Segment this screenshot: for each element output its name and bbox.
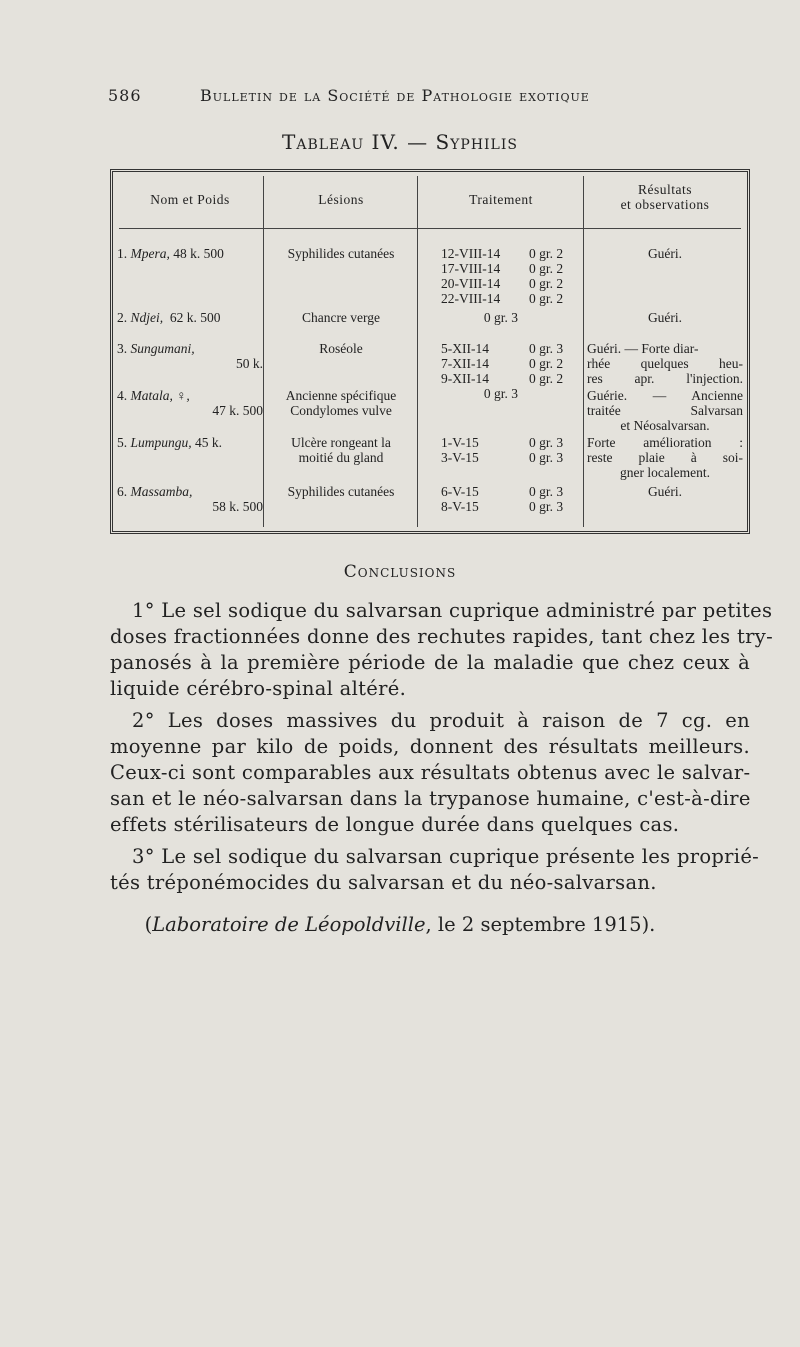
lesion-text: Chancre verge [301, 310, 381, 325]
result-text: Guéri. [647, 484, 683, 499]
column-header-lesions: Lésions [318, 192, 364, 207]
patient-number: 5. [117, 435, 128, 450]
text-line: moyenne par kilo de poids, donnent des résultats meilleurs. [110, 735, 750, 758]
patient-number: 2. [117, 310, 128, 325]
result-text: Guéri. [647, 246, 683, 261]
lesion-cell [265, 388, 417, 418]
patient-number: 6. [117, 484, 128, 499]
treatment-cell [419, 435, 583, 465]
patient-name: Lumpungu, [130, 435, 192, 450]
syphilis-table [110, 169, 750, 534]
treatment-cell [419, 246, 583, 306]
treatment-date: 22-VIII-14 [441, 291, 501, 306]
column-header-treatment: Traitement [469, 192, 533, 207]
header-separator [119, 228, 741, 229]
conclusion-paragraph-2 [110, 708, 750, 838]
result-text: rhée quelques heu- [587, 356, 743, 371]
treatment-line [419, 450, 583, 465]
treatment-date: 3-V-15 [441, 450, 479, 465]
patient-name-line [117, 435, 263, 450]
patient-weight: 47 k. 500 [212, 403, 263, 418]
patient-number: 4. [117, 388, 128, 403]
lesion-text: Roséole [319, 341, 363, 356]
treatment-dose: 0 gr. 2 [529, 291, 564, 306]
text-line: effets stérilisateurs de longue durée dans quelques cas. [110, 813, 680, 836]
patient-cell [117, 341, 263, 371]
patient-weight: 45 k. [195, 435, 223, 450]
patient-number: 1. [117, 246, 128, 261]
column-header-results [585, 182, 745, 212]
treatment-dose: 0 gr. 2 [529, 261, 564, 276]
lesion-text: Syphilides cutanées [287, 484, 395, 499]
patient-weight: 48 k. 500 [173, 246, 224, 261]
treatment-dose: 0 gr. 3 [529, 341, 564, 356]
patient-cell [117, 246, 263, 261]
result-text: Guéri. [647, 310, 683, 325]
treatment-dose: 0 gr. 3 [529, 484, 564, 499]
patient-weight: 58 k. 500 [212, 499, 263, 514]
treatment-total: 0 gr. 3 [483, 310, 519, 325]
treatment-line [419, 484, 583, 499]
column-header-results-line2: et observations [620, 197, 710, 212]
treatment-date: 9-XII-14 [441, 371, 489, 386]
result-cell [585, 484, 745, 499]
text-line: 1° Le sel sodique du salvarsan cuprique administré par petites [132, 599, 773, 622]
running-head [108, 86, 668, 105]
lesion-cell [265, 341, 417, 356]
result-cell [585, 435, 745, 480]
lesion-text: Ulcère rongeant la [291, 435, 391, 450]
treatment-dose: 0 gr. 2 [529, 276, 564, 291]
patient-name-line [117, 310, 263, 325]
treatment-line [419, 356, 583, 371]
treatment-dose: 0 gr. 3 [529, 435, 564, 450]
patient-name: Sungumani, [130, 341, 195, 356]
journal-title: Bulletin de la Société de Pathologie exotique [200, 86, 590, 105]
signature-date: , le 2 septembre 1915 [425, 913, 642, 936]
text-line: doses fractionnées donne des rechutes rapides, tant chez les try- [110, 625, 773, 648]
text-line: Ceux-ci sont comparables aux résultats obtenus avec le salvar- [110, 761, 751, 784]
patient-name-line [117, 484, 263, 499]
lesion-text: moitié du gland [298, 450, 384, 465]
text-line: panosés à la première période de la maladie que chez ceux à [110, 651, 750, 674]
lesion-cell [265, 246, 417, 261]
result-text: Guéri. — Forte diar- [587, 341, 699, 356]
result-cell [585, 246, 745, 261]
result-cell [585, 388, 745, 433]
treatment-line [419, 291, 583, 306]
patient-name: Ndjei, [130, 310, 164, 325]
column-header-results-line1: Résultats [638, 182, 692, 197]
treatment-line [419, 371, 583, 386]
treatment-date: 8-V-15 [441, 499, 479, 514]
treatment-date: 12-VIII-14 [441, 246, 501, 261]
treatment-dose: 0 gr. 2 [529, 356, 564, 371]
patient-name: Mpera, [130, 246, 170, 261]
text-line: san et le néo-salvarsan dans la trypanose humaine, c'est-à-dire [110, 787, 751, 810]
treatment-dose: 0 gr. 3 [529, 499, 564, 514]
patient-cell [117, 388, 263, 418]
treatment-line [419, 246, 583, 261]
table-header [113, 172, 747, 228]
treatment-line [419, 499, 583, 514]
treatment-cell [419, 341, 583, 401]
conclusion-paragraph-3 [110, 844, 760, 896]
patient-name: Massamba, [130, 484, 193, 499]
laboratory-name: Laboratoire de Léopoldville [152, 913, 426, 936]
result-text: res apr. l'injection. [587, 371, 743, 386]
treatment-cell [419, 484, 583, 514]
patient-weight: 50 k. [236, 356, 263, 371]
treatment-date: 5-XII-14 [441, 341, 489, 356]
signature-line: (Laboratoire de Léopoldville, le 2 septembre 1915). [144, 913, 656, 936]
table-title: Tableau IV. — Syphilis [282, 130, 518, 154]
treatment-line [419, 341, 583, 356]
lesion-cell [265, 310, 417, 325]
result-text: Forte amélioration : [587, 435, 743, 450]
treatment-date: 20-VIII-14 [441, 276, 501, 291]
treatment-line [419, 261, 583, 276]
treatment-date: 6-V-15 [441, 484, 479, 499]
text-line: 2° Les doses massives du produit à raison de 7 cg. en [132, 709, 750, 732]
patient-name: Matala, ♀, [130, 388, 190, 403]
treatment-line [419, 435, 583, 450]
treatment-date: 17-VIII-14 [441, 261, 501, 276]
page-number: 586 [108, 86, 142, 105]
result-text: traitée Salvarsan [587, 403, 743, 418]
patient-name-line [117, 388, 263, 403]
result-text: gner localement. [620, 465, 710, 480]
conclusions-heading: Conclusions [343, 562, 457, 582]
patient-name-line [117, 246, 263, 261]
patient-weight: 62 k. 500 [169, 310, 221, 325]
column-header-name: Nom et Poids [150, 192, 230, 207]
result-text: reste plaie à soi- [587, 450, 743, 465]
text-line: 3° Le sel sodique du salvarsan cuprique présente les proprié- [132, 845, 760, 868]
treatment-cell [419, 310, 583, 325]
conclusion-paragraph-1 [110, 598, 773, 702]
lesion-text: Syphilides cutanées [287, 246, 395, 261]
lesion-text: Condylomes vulve [290, 403, 392, 418]
treatment-total: 0 gr. 3 [483, 386, 519, 401]
result-text: et Néosalvarsan. [620, 418, 710, 433]
text-line: tés tréponémocides du salvarsan et du néo-salvarsan. [110, 871, 657, 894]
text-line: liquide cérébro-spinal altéré. [110, 677, 407, 700]
patient-cell [117, 310, 263, 325]
treatment-date: 1-V-15 [441, 435, 479, 450]
patient-name-line [117, 341, 263, 356]
patient-cell [117, 484, 263, 514]
patient-number: 3. [117, 341, 128, 356]
result-text: Guérie. — Ancienne [587, 388, 743, 403]
lesion-cell [265, 484, 417, 499]
treatment-dose: 0 gr. 3 [529, 450, 564, 465]
lesion-cell [265, 435, 417, 465]
result-cell [585, 341, 745, 386]
lesion-text: Ancienne spécifique [285, 388, 397, 403]
treatment-dose: 0 gr. 2 [529, 246, 564, 261]
treatment-line [419, 276, 583, 291]
treatment-dose: 0 gr. 2 [529, 371, 564, 386]
treatment-date: 7-XII-14 [441, 356, 489, 371]
result-cell [585, 310, 745, 325]
patient-cell [117, 435, 263, 450]
